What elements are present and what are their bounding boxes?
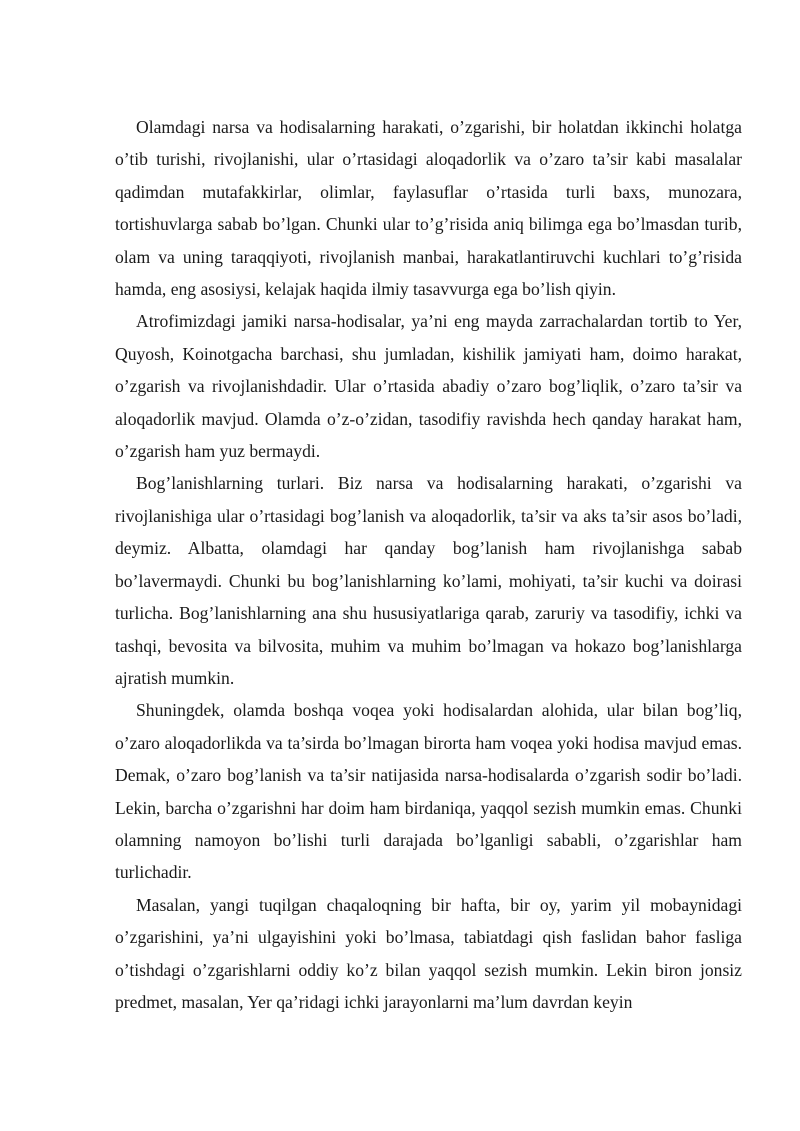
document-page (115, 111, 742, 1018)
paragraph-1: Olamdagi narsa va hodisalarning harakati, o’zgarishi, bir holatdan ikkinchi holatga o’tib turishi, rivojlanishi, ular o’rtasidagi aloqadorlik va o’zaro ta’sir kabi masalalar qadimdan mutafakkirlar, olimlar, faylasuflar o’rtasida turli baxs, munozara, tortishuvlarga sabab bo’lgan. Chunki ular to’g’risida aniq bilimga ega bo’lmasdan turib, olam va uning taraqqiyoti, rivojlanish manbai, harakatlantiruvchi kuchlari to’g’risida hamda, eng asosiysi, kelajak haqida ilmiy tasavvurga ega bo’lish qiyin. (115, 117, 742, 300)
paragraph-4: Shuningdek, olamda boshqa voqea yoki hodisalardan alohida, ular bilan bog’liq, o’zaro aloqadorlikda va ta’sirda bo’lmagan birorta ham voqea yoki hodisa mavjud emas. Demak, o’zaro bog’lanish va ta’sir natijasida narsa-hodisalarda o’zgarish sodir bo’ladi. Lekin, barcha o’zgarishni har doim ham birdaniqa, yaqqol sezish mumkin emas. Chunki olamning namoyon bo’lishi turli darajada bo’lganligi sababli, o’zgarishlar ham turlichadir. (115, 700, 742, 883)
paragraph-5: Masalan, yangi tuqilgan chaqaloqning bir hafta, bir oy, yarim yil mobaynidagi o’zgarishini, ya’ni ulgayishini yoki bo’lmasa, tabiatdagi qish faslidan bahor fasliga o’tishdagi o’zgarishlarni oddiy ko’z bilan yaqqol sezish mumkin. Lekin biron jonsiz predmet, masalan, Yer qa’ridagi ichki jarayonlarni ma’lum davrdan keyin (115, 894, 742, 1012)
paragraph-3: Bog’lanishlarning turlari. Biz narsa va hodisalarning harakati, o’zgarishi va rivojlanishiga ular o’rtasidagi bog’lanish va aloqadorlik, ta’sir va aks ta’sir asos bo’ladi, deymiz. Albatta, olamdagi har qanday bog’lanish ham rivojlanishga sabab bo’lavermaydi. Chunki bu bog’lanishlarning ko’lami, mohiyati, ta’sir kuchi va doirasi turlicha. Bog’lanishlarning ana shu hususiyatlariga qarab, zaruriy va tasodifiy, ichki va tashqi, bevosita va bilvosita, muhim va muhim bo’lmagan va hokazo bog’lanishlarga ajratish mumkin. (115, 473, 742, 688)
paragraph-2: Atrofimizdagi jamiki narsa-hodisalar, ya’ni eng mayda zarrachalardan tortib to Yer, Quyosh, Koinotgacha barchasi, shu jumladan, kishilik jamiyati ham, doimo harakat, o’zgarish va rivojlanishdadir. Ular o’rtasida abadiy o’zaro bog’liqlik, o’zaro ta’sir va aloqadorlik mavjud. Olamda o’z-o’zidan, tasodifiy ravishda hech qanday harakat ham, o’zgarish ham yuz bermaydi. (115, 311, 742, 462)
